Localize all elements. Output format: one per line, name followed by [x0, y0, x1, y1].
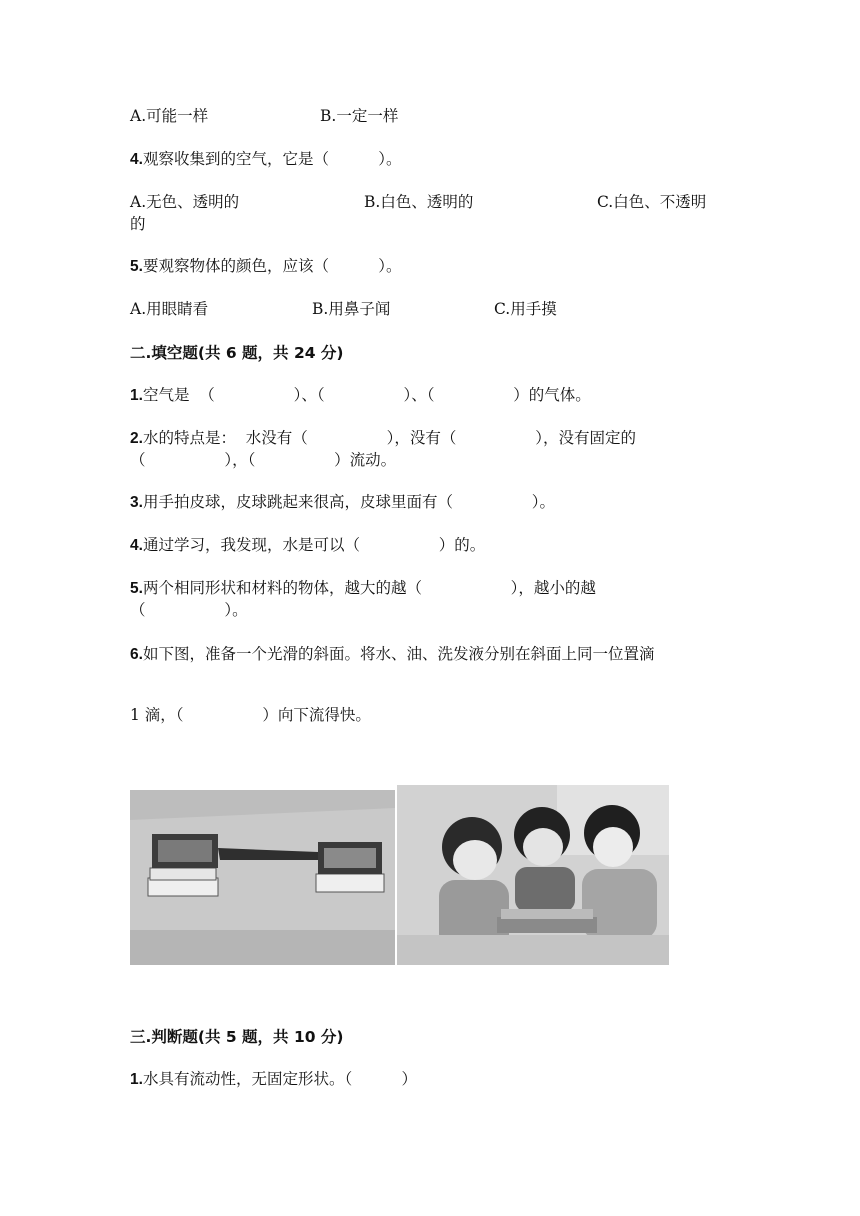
- q4-option-c-wrap: 的: [130, 215, 146, 233]
- question-text: 水的特点是： 水没有（ ），没有（ ），没有固定的: [142, 429, 636, 447]
- fill-question-6-continued: 1 滴，（ ）向下流得快。: [130, 706, 371, 724]
- question-number: 1.: [130, 387, 143, 404]
- question-text: 观察收集到的空气，它是（ ）。: [142, 150, 402, 168]
- question-4: [130, 149, 401, 170]
- slope-books-photo: [130, 790, 395, 965]
- question-number: 2.: [130, 430, 143, 447]
- question-number: 5.: [130, 258, 143, 275]
- q5-option-b: B.用鼻子闻: [312, 300, 391, 318]
- question-number: 1.: [130, 1071, 143, 1088]
- question-text: 要观察物体的颜色，应该（ ）。: [142, 257, 402, 275]
- q4-option-a: A.无色、透明的: [130, 193, 240, 211]
- fill-question-6: [130, 644, 654, 665]
- question-number: 6.: [130, 646, 143, 663]
- q5-option-c: C.用手摸: [494, 300, 557, 318]
- fill-question-2-continued: （ ），（ ）流动。: [130, 451, 397, 469]
- children-experiment-photo: [397, 785, 669, 965]
- fill-question-4: [130, 535, 485, 556]
- q4-option-c: C.白色、不透明: [597, 193, 707, 211]
- question-text: 通过学习，我发现，水是可以（ ）的。: [142, 536, 486, 554]
- question-number: 5.: [130, 580, 143, 597]
- slope-books-illustration: [130, 790, 395, 965]
- children-illustration: [397, 785, 669, 965]
- q5-option-a: A.用眼睛看: [130, 300, 209, 318]
- q3-option-b: B.一定一样: [320, 107, 399, 125]
- question-number: 4.: [130, 537, 143, 554]
- q4-option-b: B.白色、透明的: [364, 193, 474, 211]
- question-number: 4.: [130, 151, 143, 168]
- question-text: 用手拍皮球，皮球跳起来很高，皮球里面有（ ）。: [142, 493, 556, 511]
- fill-question-2: [130, 428, 636, 449]
- question-text: 两个相同形状和材料的物体，越大的越（ ），越小的越: [142, 579, 596, 597]
- fill-question-3: [130, 492, 555, 513]
- judge-question-1: [130, 1069, 417, 1090]
- question-number: 3.: [130, 494, 143, 511]
- fill-question-1: [130, 385, 591, 406]
- section-2-title: 二.填空题(共 6 题，共 24 分): [130, 344, 344, 362]
- section-3-title: 三.判断题(共 5 题，共 10 分): [130, 1028, 344, 1046]
- fill-question-5-continued: （ ）。: [130, 601, 248, 619]
- q3-option-a: A.可能一样: [130, 107, 209, 125]
- question-text: 空气是 （ ）、（ ）、（ ）的气体。: [142, 386, 591, 404]
- question-5: [130, 256, 401, 277]
- fill-question-5: [130, 578, 596, 599]
- question-text: 如下图，准备一个光滑的斜面。将水、油、洗发液分别在斜面上同一位置滴: [142, 645, 655, 663]
- question-text: 水具有流动性，无固定形状。（ ）: [142, 1070, 417, 1088]
